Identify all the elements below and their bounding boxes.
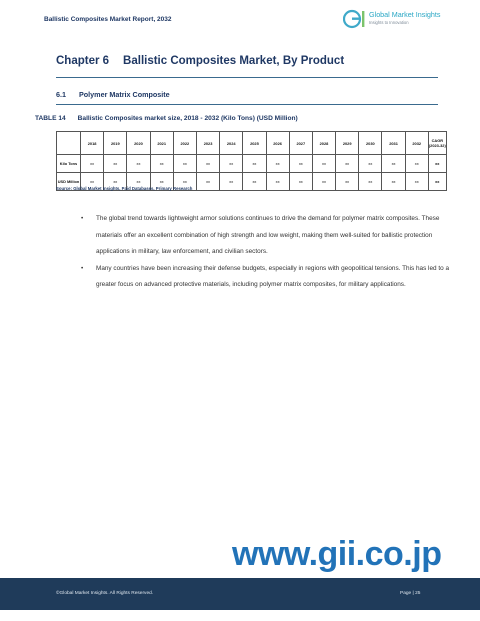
table-cell: xx (220, 155, 243, 173)
table-cell: xx (243, 173, 266, 191)
table-cell: xx (359, 173, 382, 191)
bullet-dot-icon: • (81, 264, 84, 272)
table-cell: xx (336, 173, 359, 191)
table-label: TABLE 14 (35, 115, 66, 122)
cagr-column-header: CAGR (2023-32) (428, 132, 446, 155)
table-cell: xx (405, 173, 428, 191)
table-cell: xx (150, 173, 173, 191)
logo-tagline: Insights to Innovation (369, 20, 409, 25)
section-heading (56, 90, 170, 99)
table-source-note: Source: Global Market Insights, Paid Databases, Primary Research (56, 186, 193, 191)
section-title: Polymer Matrix Composite (79, 90, 170, 99)
table-caption (35, 115, 298, 122)
logo-name: Global Market Insights (369, 10, 441, 19)
table-cell: xx (336, 155, 359, 173)
table-cell: xx (173, 173, 196, 191)
table-cell: xx (382, 155, 405, 173)
column-header: 2020 (127, 132, 150, 155)
column-header: 2026 (266, 132, 289, 155)
table-cell: xx (173, 155, 196, 173)
table-cell: xx (266, 155, 289, 173)
column-header: 2018 (81, 132, 104, 155)
bullet-text: Many countries have been increasing their defense budgets, especially in regions with geopolitical tensions. This has led to a greater focus on advanced protective materials, including polymer matrix composites, for military applications. (96, 264, 449, 288)
chapter-heading (56, 55, 344, 67)
table-cell: xx (289, 155, 312, 173)
column-header: 2030 (359, 132, 382, 155)
company-logo (343, 8, 463, 38)
cagr-cell: xx (428, 173, 446, 191)
table-cell: xx (266, 173, 289, 191)
table-cell: xx (220, 173, 243, 191)
bullet-item (81, 211, 456, 261)
column-header: 2022 (173, 132, 196, 155)
page-footer (0, 578, 480, 610)
site-watermark: www.gii.co.jp (232, 535, 442, 573)
table-cell: xx (127, 173, 150, 191)
table-cell: xx (196, 173, 219, 191)
table-cell: xx (382, 173, 405, 191)
table-cell: xx (405, 155, 428, 173)
bullet-item (81, 261, 456, 294)
table-cell: xx (127, 155, 150, 173)
column-header: 2019 (104, 132, 127, 155)
footer-copyright: ©Global Market Insights. All Rights Reserved. (56, 591, 154, 596)
section-divider (56, 104, 438, 105)
column-header: 2031 (382, 132, 405, 155)
bullet-dot-icon: • (81, 215, 84, 222)
logo-mark-icon (343, 8, 367, 30)
report-title: Ballistic Composites Market Report, 2032 (44, 16, 172, 23)
chapter-number: Chapter 6 (56, 55, 110, 67)
bullet-text: The global trend towards lightweight armor solutions continues to drive the demand for polymer matrix composites. These materials offer an excellent combination of high strength and low weight, making them well-suited for ballistic protection applications in military, law enforcement, and civilian sectors. (96, 215, 440, 255)
table-title: Ballistic Composites market size, 2018 - 2032 (Kilo Tons) (USD Million) (77, 115, 298, 122)
row-label: Kilo Tons (57, 155, 81, 173)
table-cell: xx (196, 155, 219, 173)
column-header: 2032 (405, 132, 428, 155)
column-header: 2024 (220, 132, 243, 155)
table-cell: xx (104, 173, 127, 191)
column-header: 2025 (243, 132, 266, 155)
column-header: 2028 (312, 132, 335, 155)
table-corner-cell (57, 132, 81, 155)
footer-page-number: Page | 25 (400, 591, 421, 596)
table-cell: xx (81, 173, 104, 191)
section-number: 6.1 (56, 90, 66, 99)
table-cell: xx (104, 155, 127, 173)
table-cell: xx (150, 155, 173, 173)
bullet-list (81, 211, 456, 294)
table-cell: xx (359, 155, 382, 173)
table-cell: xx (289, 173, 312, 191)
chapter-title: Ballistic Composites Market, By Product (123, 55, 345, 67)
table-row (57, 155, 447, 173)
table-cell: xx (312, 155, 335, 173)
row-label: USD Million (57, 173, 81, 191)
column-header: 2021 (150, 132, 173, 155)
market-size-table (56, 131, 447, 191)
table-cell: xx (81, 155, 104, 173)
chapter-divider (56, 77, 438, 78)
table-cell: xx (243, 155, 266, 173)
column-header: 2027 (289, 132, 312, 155)
table-header-row (57, 132, 447, 155)
column-header: 2023 (196, 132, 219, 155)
table-cell: xx (312, 173, 335, 191)
column-header: 2029 (336, 132, 359, 155)
cagr-cell: xx (428, 155, 446, 173)
